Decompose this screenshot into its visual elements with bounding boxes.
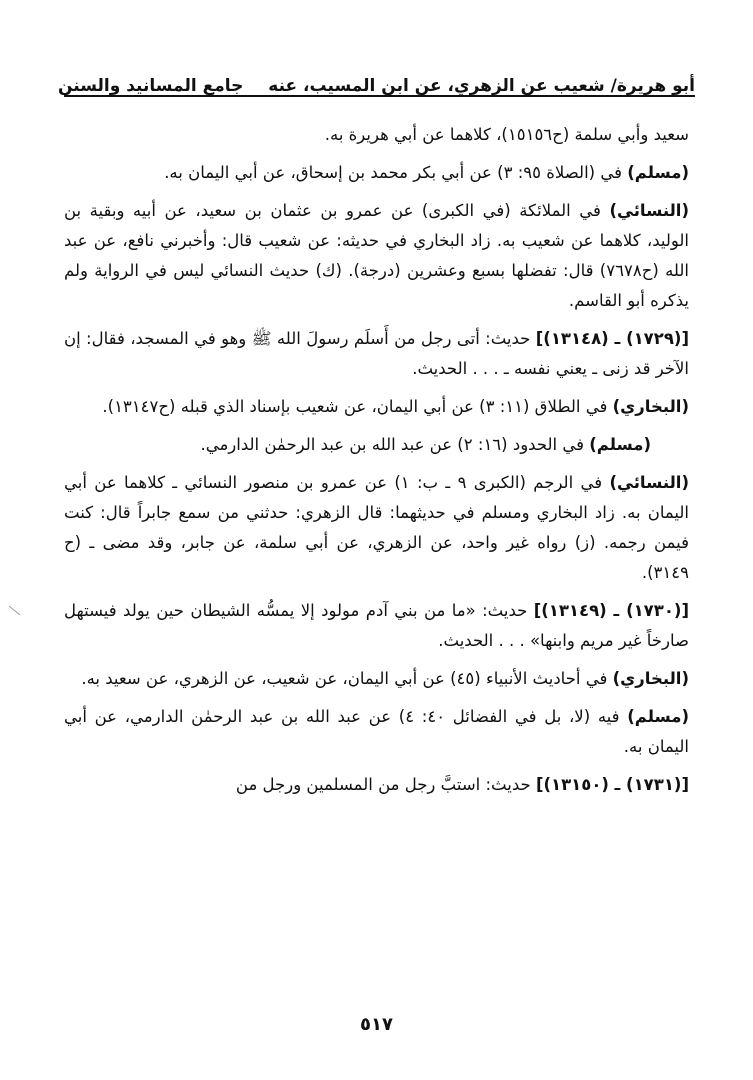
hadith-number: [(١٧٣١) ـ (١٣١٥٠)] <box>535 775 689 794</box>
source-label: (النسائي) <box>609 473 689 492</box>
source-label: (البخاري) <box>612 397 689 416</box>
running-header <box>58 62 695 96</box>
page-number: ٥١٧ <box>360 1014 393 1035</box>
source-label: (مسلم) <box>627 163 689 182</box>
paragraph-text: حديث: «ما من بني آدم مولود إلا يمسُّه الشيطان حين يولد فيستهل صارخاً غير مريم وابنها» . . . الحديث. <box>64 601 689 650</box>
paragraph-text: سعيد وأبي سلمة (ح١٥١٥٦)، كلاهما عن أبي هريرة به. <box>324 125 689 144</box>
hadith-1730 <box>64 596 689 656</box>
paragraph-text: في الحدود (١٦: ٢) عن عبد الله بن عبد الرحمٰن الدارمي. <box>200 435 590 454</box>
margin-pen-mark <box>8 604 22 618</box>
paragraph-text: في (الصلاة ٩٥: ٣) عن أبي بكر محمد بن إسحاق، عن أبي اليمان به. <box>164 163 628 182</box>
source-label: (النسائي) <box>609 201 689 220</box>
hadith-number: [(١٧٢٩) ـ (١٣١٤٨)] <box>535 329 689 348</box>
paragraph-2 <box>64 158 689 188</box>
header-rule <box>64 95 695 97</box>
paragraph-text: حديث: أتى رجل من أَسلَم رسولَ الله ﷺ وهو في المسجد، فقال: إن الآخر قد زنى ـ يعني نفسه ـ . . . الحديث. <box>64 329 689 378</box>
paragraph-text: حديث: استبَّ رجل من المسلمين ورجل من <box>235 775 536 794</box>
page-body <box>64 120 689 808</box>
header-book-title: جامع المسانيد والسنن <box>58 76 244 96</box>
source-label: (مسلم) <box>589 435 651 454</box>
paragraph-10 <box>64 702 689 762</box>
paragraph-text: في الرجم (الكبرى ٩ ـ ب: ١) عن عمرو بن منصور النسائي ـ كلاهما عن أبي اليمان به. زاد البخاري ومسلم في حديثهما: قال الزهري: حدثني من سمع جابراً قال: كنت فيمن رجمه. (ز) رواه غير واحد، عن الزهري، عن أبي سلمة، عن جابر، وقد مضى ـ (ح ٣١٤٩). <box>64 473 689 582</box>
hadith-1729 <box>64 324 689 384</box>
paragraph-text: فيه (لا، بل في الفضائل ٤٠: ٤) عن عبد الله بن عبد الرحمٰن الدارمي، عن أبي اليمان به. <box>64 707 689 756</box>
header-chapter-title: أبو هريرة/ شعيب عن الزهري، عن ابن المسيب، عنه <box>268 76 695 96</box>
paragraph-5 <box>64 392 689 422</box>
paragraph-text: في أحاديث الأنبياء (٤٥) عن أبي اليمان، عن شعيب، عن الزهري، عن سعيد به. <box>81 669 613 688</box>
paragraph-7 <box>64 468 689 588</box>
paragraph-3 <box>64 196 689 316</box>
source-label: (مسلم) <box>627 707 690 726</box>
paragraph-text: في الطلاق (١١: ٣) عن أبي اليمان، عن شعيب بإسناد الذي قبله (ح١٣١٤٧). <box>102 397 613 416</box>
paragraph-1 <box>64 120 689 150</box>
paragraph-9 <box>64 664 689 694</box>
paragraph-text: في الملائكة (في الكبرى) عن عمرو بن عثمان بن سعيد، عن أبيه وبقية بن الوليد، كلاهما عن شعيب به. زاد البخاري في حديثه: عن شعيب قال: وأخبرني نافع، عن عبد الله (ح٧٦٧٨) قال: تفضلها بسبع وعشرين (درجة). (ك) حديث النسائي ليس في الرواية ولم يذكره أبو القاسم. <box>64 201 689 310</box>
hadith-number: [(١٧٣٠) ـ (١٣١٤٩)] <box>533 601 689 620</box>
paragraph-6 <box>64 430 689 460</box>
hadith-1731 <box>64 770 689 800</box>
source-label: (البخاري) <box>612 669 689 688</box>
